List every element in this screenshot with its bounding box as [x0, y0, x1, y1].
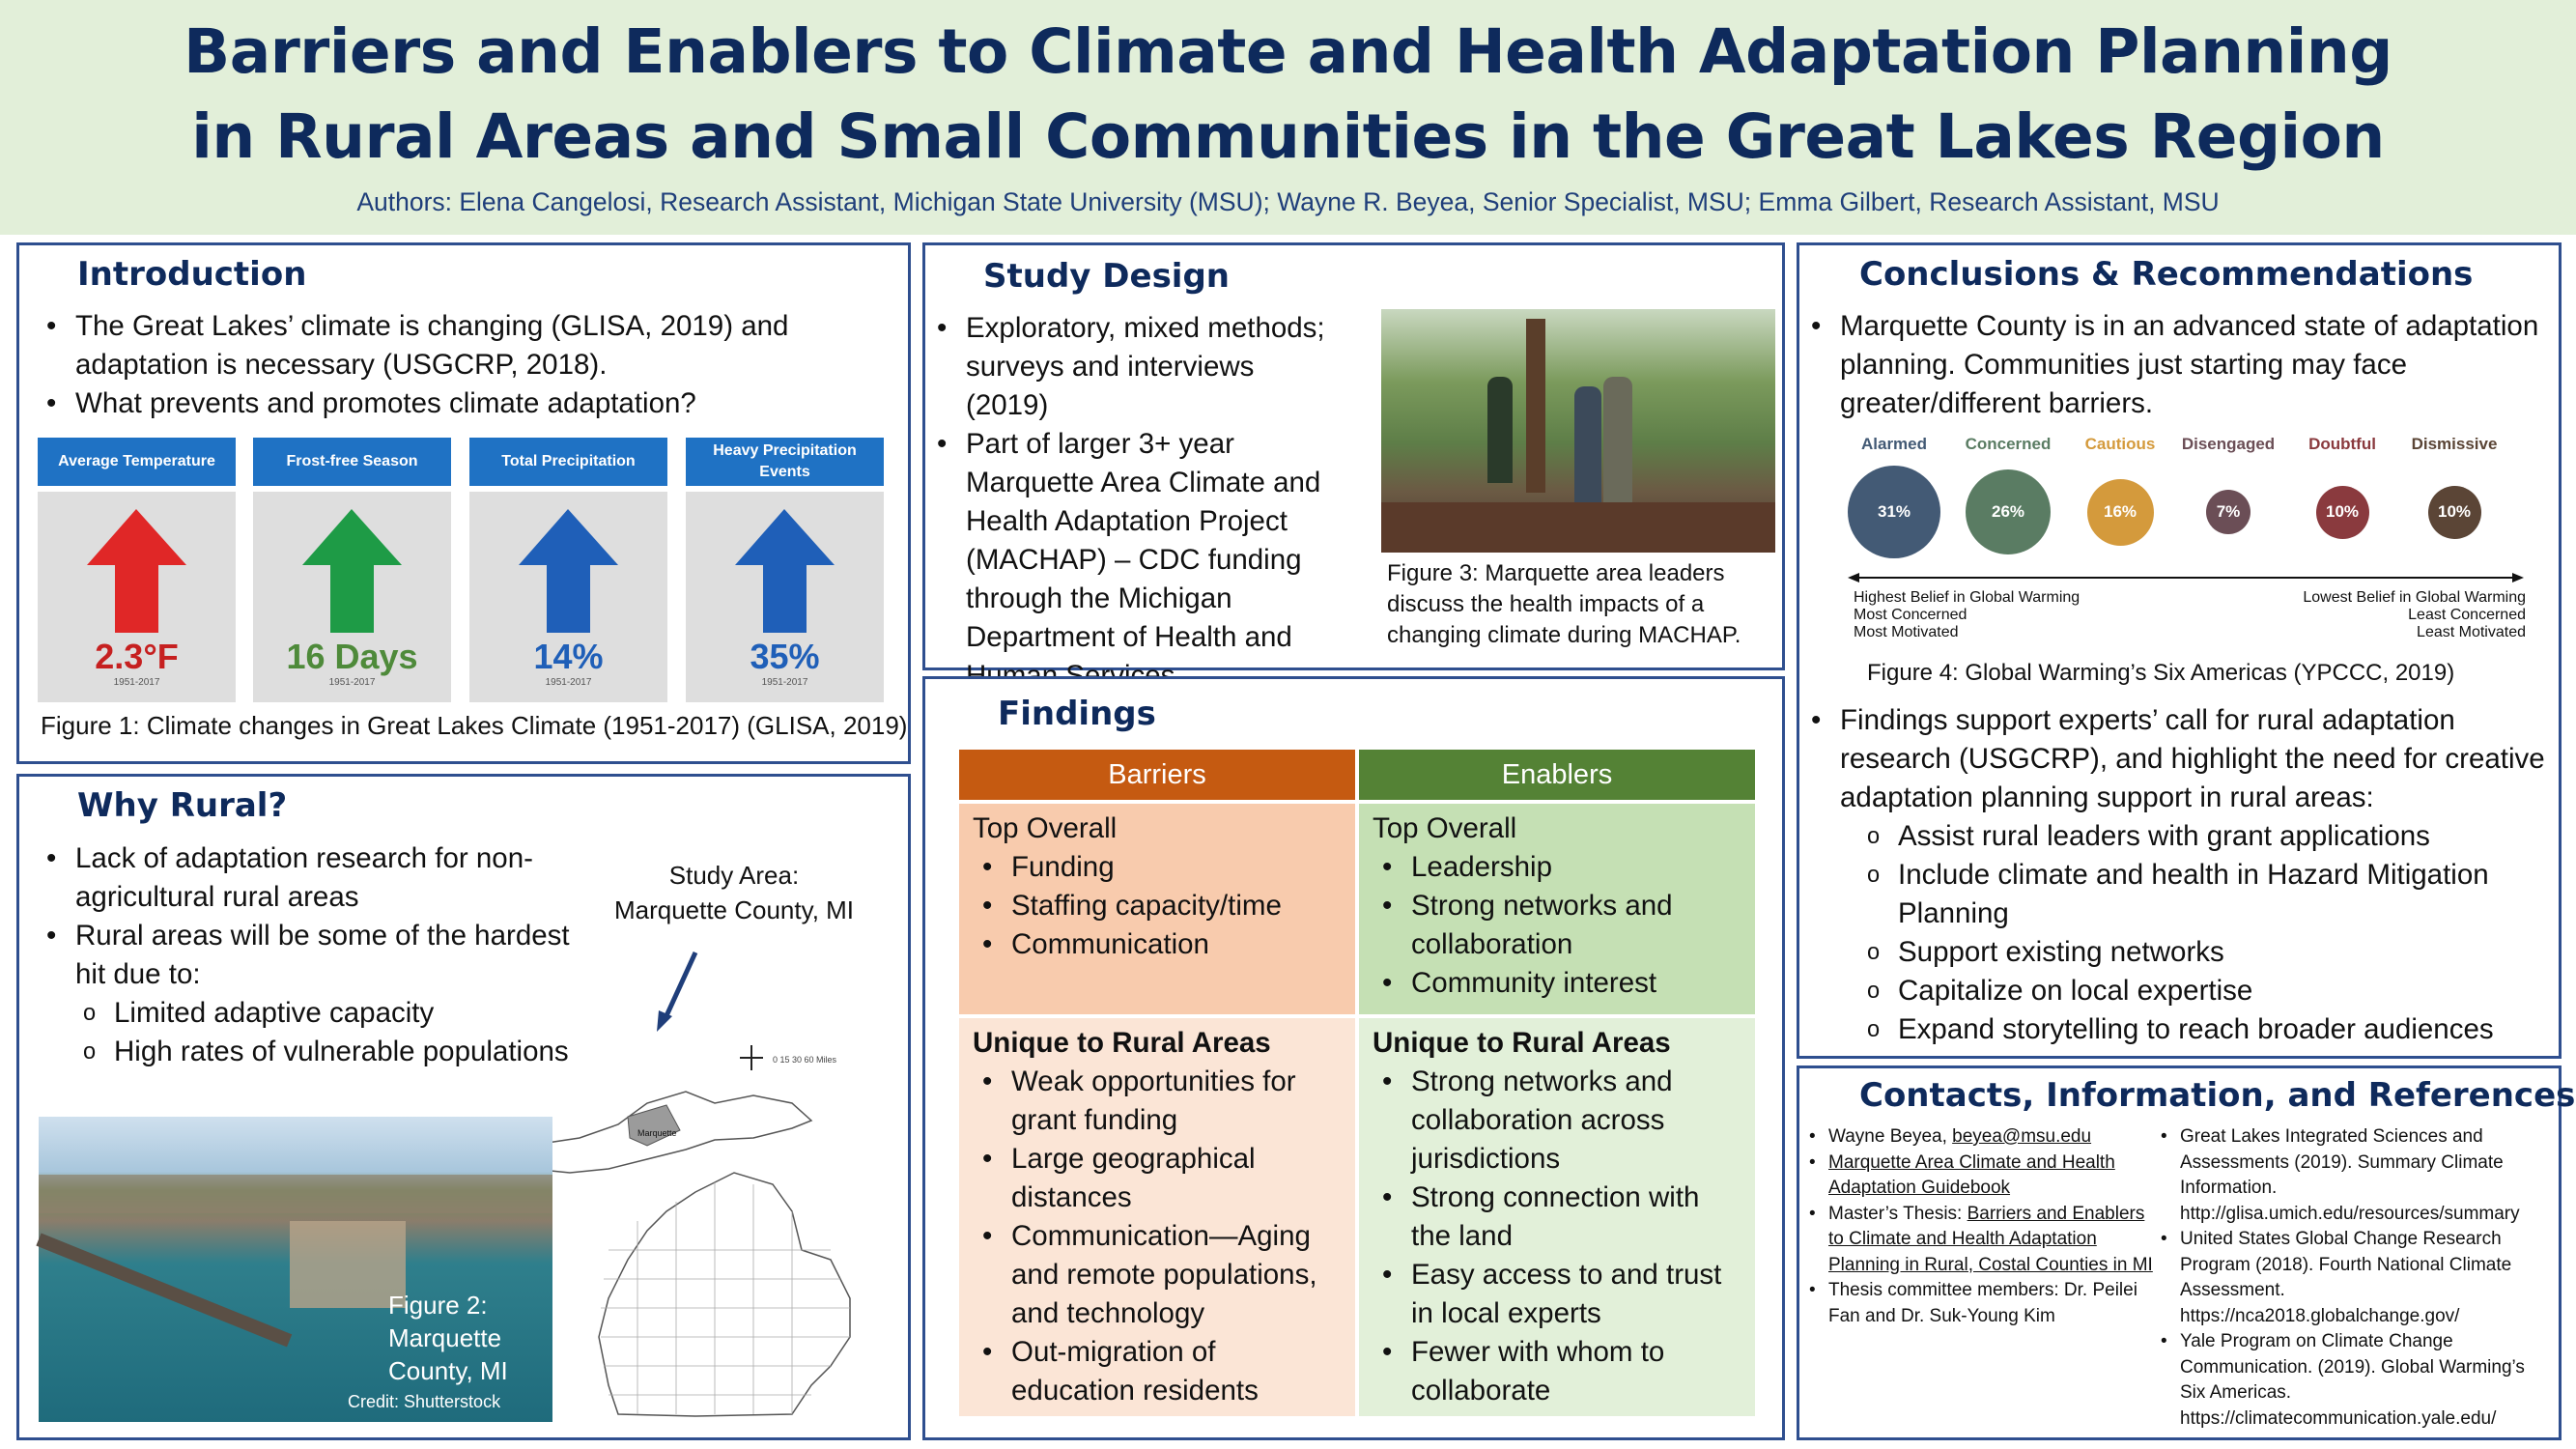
list-item: o Include climate and health in Hazard Mitigation Planning [1859, 856, 2555, 933]
tile-value: 35% [750, 637, 820, 676]
six-americas-circle-concerned: 26% [1966, 469, 2051, 554]
references-list [2157, 1124, 2553, 1432]
study-area-line-1: Study Area: [668, 861, 800, 890]
study-design-panel [922, 242, 1785, 670]
contacts-panel [1797, 1065, 2576, 1440]
map-label-marquette: Marquette [637, 1128, 677, 1138]
list-item: • Strong connection with the land [1373, 1179, 1741, 1256]
tile-label: Heavy Precipitation Events [686, 438, 884, 486]
six-americas-label-disengaged: Disengaged [2181, 435, 2276, 453]
six-americas-label-concerned: Concerned [1965, 435, 2052, 453]
six-americas-label-doubtful: Doubtful [2308, 435, 2376, 453]
introduction-heading: Introduction [77, 255, 307, 294]
list-item: • Communication—Aging and remote populations, and technology [973, 1217, 1342, 1333]
list-item: • Staffing capacity/time [973, 887, 1342, 925]
list-item: • Fewer with whom to collaborate [1373, 1333, 1741, 1410]
tile-value: 16 Days [286, 637, 418, 676]
figure-1-caption: Figure 1: Climate changes in Great Lakes Climate (1951-2017) (GLISA, 2019) [41, 711, 908, 740]
poster-title-line-2: in Rural Areas and Small Communities in the Great Lakes Region [191, 101, 2385, 172]
six-americas-label-dismissive: Dismissive [2411, 435, 2498, 453]
figure-3-caption: Figure 3: Marquette area leaders discuss the health impacts of a changing climate during MACHAP. [1387, 560, 1741, 648]
tile-years: 1951-2017 [545, 677, 592, 688]
enablers-top-overall [1359, 804, 1755, 1014]
top-overall-label: Top Overall [1373, 812, 1517, 844]
guidebook-link[interactable]: Marquette Area Climate and Health Adaptation Guidebook [1828, 1151, 2115, 1198]
list-item: • Marquette County is in an advanced state of adaptation planning. Communities just starting may face greater/different barriers. [1801, 307, 2545, 423]
email-link[interactable]: beyea@msu.edu [1952, 1126, 2092, 1147]
tile-frost-free-season [253, 438, 451, 702]
list-item: • Findings support experts’ call for rural adaptation research (USGCRP), and highlight the need for creative adaptation planning support in rural areas: [1801, 701, 2555, 817]
list-item [1805, 1151, 2153, 1202]
tile-years: 1951-2017 [761, 677, 808, 688]
list-item: o Expand storytelling to reach broader audiences [1859, 1010, 2555, 1049]
six-americas-label-alarmed: Alarmed [1860, 435, 1928, 453]
list-item: • Leadership [1373, 848, 1741, 887]
contacts-list [1805, 1124, 2153, 1329]
list-item: o High rates of vulnerable populations [75, 1033, 578, 1071]
top-overall-label: Top Overall [973, 812, 1118, 844]
machap-photo [1381, 309, 1775, 553]
tile-value: 2.3°F [95, 637, 179, 676]
list-item: • Funding [973, 848, 1342, 887]
six-americas-circle-disengaged: 7% [2206, 490, 2250, 534]
tile-label: Total Precipitation [469, 438, 667, 486]
unique-label: Unique to Rural Areas [973, 1027, 1271, 1059]
conclusions-heading: Conclusions & Recommendations [1859, 255, 2474, 294]
why-rural-heading: Why Rural? [77, 786, 288, 825]
list-item: • United States Global Change Research Program (2018). Fourth National Climate Assessment. https://nca2018.globalchange.gov/ [2157, 1227, 2553, 1329]
study-design-bullets [927, 309, 1333, 696]
barriers-column [959, 750, 1355, 1416]
list-item: • Large geographical distances [973, 1140, 1342, 1217]
findings-heading: Findings [998, 695, 1156, 733]
thesis-link[interactable]: Barriers and Enablers to Climate and Health Adaptation Planning in Rural, Costal Counties in MI [1828, 1203, 2153, 1275]
list-item: • Lack of adaptation research for non-agricultural rural areas [37, 839, 578, 917]
axis-right-label: Lowest Belief in Global Warming Least Concerned Least Motivated [2303, 589, 2526, 640]
figure-2-caption: Figure 2: Marquette County, MI [388, 1291, 508, 1385]
tile-label: Frost-free Season [253, 438, 451, 486]
list-item: o Assist rural leaders with grant applications [1859, 817, 2555, 856]
barriers-top-overall [959, 804, 1355, 1014]
list-item: • Rural areas will be some of the hardest hit due to: [37, 917, 578, 994]
list-item: o Support existing networks [1859, 933, 2555, 972]
list-item: • Master’s Thesis: Barriers and Enablers to Climate and Health Adaptation Planning in Rural, Costal Counties in MI [1805, 1202, 2153, 1279]
tile-years: 1951-2017 [328, 677, 376, 688]
list-item: o Capitalize on local expertise [1859, 972, 2555, 1010]
list-item: • The Great Lakes’ climate is changing (GLISA, 2019) and adaptation is necessary (USGCRP, 2018). [37, 307, 887, 384]
compass-icon [740, 1045, 763, 1070]
list-item: • Great Lakes Integrated Sciences and Assessments (2019). Summary Climate Information. http://glisa.umich.edu/resources/summary [2157, 1124, 2553, 1227]
list-item: • Community interest [1373, 964, 1741, 1003]
list-item: • Thesis committee members: Dr. Peilei Fan and Dr. Suk-Young Kim [1805, 1278, 2153, 1329]
list-item: • Out-migration of education residents [973, 1333, 1342, 1410]
list-item: • Part of larger 3+ year Marquette Area Climate and Health Adaptation Project (MACHAP) – CDC funding through the Michigan Department of Health and [927, 425, 1333, 696]
tile-value: 14% [533, 637, 604, 676]
barriers-header: Barriers [959, 750, 1355, 800]
conclusions-panel [1797, 242, 2562, 1059]
six-americas-circle-alarmed: 31% [1848, 466, 1940, 558]
up-arrow-icon [302, 509, 402, 633]
six-americas-label-cautious: Cautious [2084, 435, 2156, 453]
list-item: • Strong networks and collaboration across jurisdictions [1373, 1063, 1741, 1179]
tile-total-precipitation [469, 438, 667, 702]
conclusions-bullet-2 [1801, 701, 2555, 817]
study-area-line-2: Marquette County, MI [613, 895, 855, 924]
tile-heavy-precipitation [686, 438, 884, 702]
conclusions-bullet-1 [1801, 307, 2545, 423]
study-area-label [589, 858, 879, 927]
six-americas-circle-doubtful: 10% [2316, 486, 2369, 539]
six-americas-axis-arrow [1848, 568, 2524, 587]
list-item: • Yale Program on Climate Change Communication. (2019). Global Warming’s Six Americas. https://climatecommunication.yale.edu/ [2157, 1329, 2553, 1432]
list-item: • Weak opportunities for grant funding [973, 1063, 1342, 1140]
up-arrow-icon [519, 509, 618, 633]
why-rural-panel [16, 774, 911, 1440]
introduction-bullets [37, 307, 887, 423]
six-americas-figure [1848, 435, 2526, 640]
up-arrow-icon [735, 509, 835, 633]
photo-credit: Credit: Shutterstock [348, 1392, 501, 1411]
list-item: • What prevents and promotes climate adaptation? [37, 384, 887, 423]
list-item: • Communication [973, 925, 1342, 964]
tile-years: 1951-2017 [113, 677, 160, 688]
up-arrow-icon [87, 509, 186, 633]
tile-average-temperature [38, 438, 236, 702]
axis-left-label: Highest Belief in Global Warming Most Concerned Most Motivated [1854, 589, 2081, 640]
list-item: • Strong networks and collaboration [1373, 887, 1741, 964]
why-rural-bullets [37, 839, 578, 994]
six-americas-circle-dismissive: 10% [2428, 486, 2481, 539]
contacts-heading: Contacts, Information, and References [1859, 1076, 2576, 1115]
authors-line: Authors: Elena Cangelosi, Research Assistant, Michigan State University (MSU); Wayne R. Beyea, Senior Specialist, MSU; Emma Gilbert, Research Assistant, MSU [356, 187, 2220, 216]
poster-header [0, 0, 2576, 235]
enablers-column [1359, 750, 1755, 1416]
six-americas-circle-cautious: 16% [2087, 479, 2154, 546]
list-item: • Exploratory, mixed methods; surveys and interviews (2019) [927, 309, 1333, 425]
enablers-header: Enablers [1359, 750, 1755, 800]
list-item: • Wayne Beyea, beyea@msu.edu [1805, 1124, 2153, 1151]
list-item: • Easy access to and trust in local experts [1373, 1256, 1741, 1333]
study-design-heading: Study Design [983, 257, 1230, 296]
barriers-unique [959, 1018, 1355, 1416]
tile-label: Average Temperature [38, 438, 236, 486]
poster-title-line-1: Barriers and Enablers to Climate and Health Adaptation Planning [184, 16, 2392, 87]
enablers-unique [1359, 1018, 1755, 1416]
map-scale: 0 15 30 60 Miles [773, 1055, 837, 1065]
unique-label: Unique to Rural Areas [1373, 1027, 1671, 1059]
figure-4-caption: Figure 4: Global Warming’s Six Americas (YPCCC, 2019) [1867, 660, 2455, 686]
recommendations-list [1859, 817, 2555, 1049]
michigan-map [502, 931, 908, 1434]
list-item: o Limited adaptive capacity [75, 994, 578, 1033]
marquette-aerial-photo [39, 1117, 552, 1422]
